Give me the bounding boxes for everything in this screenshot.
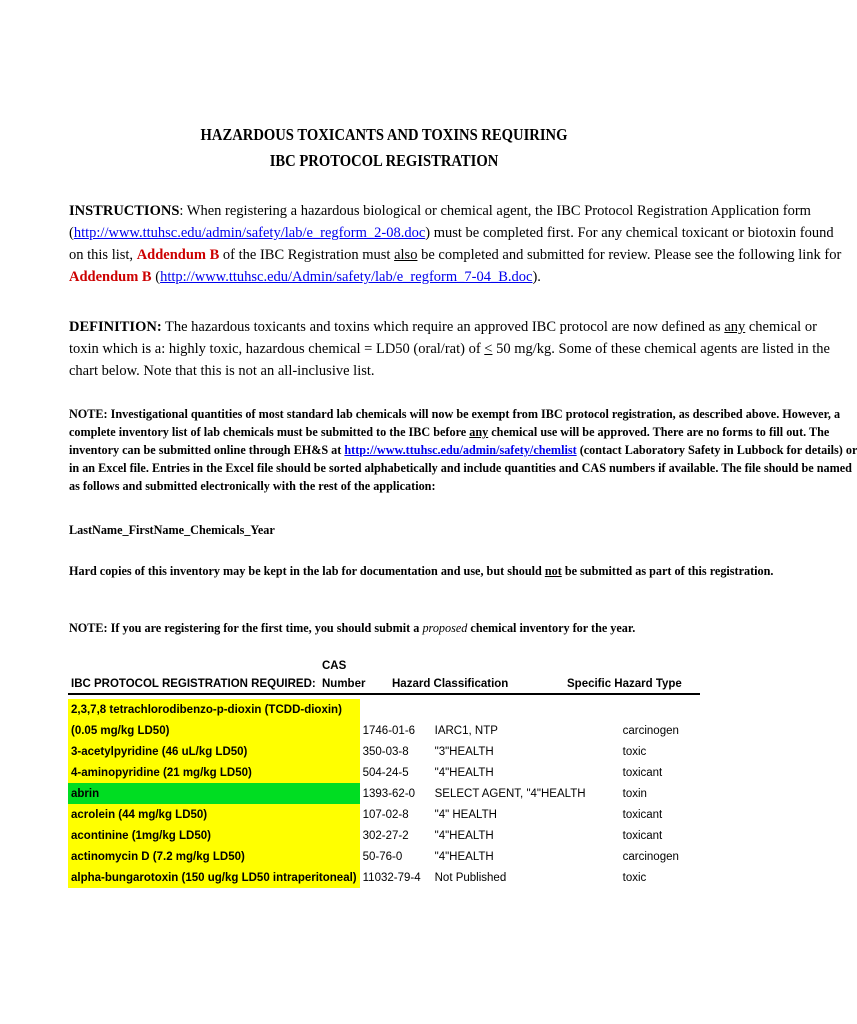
definition-label: DEFINITION: <box>69 319 162 335</box>
table-row <box>68 825 756 846</box>
chemlist-link[interactable]: http://www.ttuhsc.edu/admin/safety/chemlist <box>344 443 577 457</box>
instructions-line-2: (http://www.ttuhsc.edu/admin/safety/lab/e_regform_2-08.doc) must be completed first. For any chemical toxicant or biotoxin found <box>69 225 834 241</box>
header-number: Number <box>322 678 366 690</box>
hazard-classification: Not Published <box>434 871 507 884</box>
header-registration-required: IBC PROTOCOL REGISTRATION REQUIRED: <box>71 678 316 690</box>
cas-number: 350-03-8 <box>362 745 409 758</box>
specific-hazard-type: toxic <box>622 871 647 884</box>
instructions-line-1: INSTRUCTIONS: When registering a hazardous biological or chemical agent, the IBC Protocol Registration Application form <box>69 203 811 219</box>
cas-number: 1746-01-6 <box>362 724 416 737</box>
chemical-name: alpha-bungarotoxin (150 ug/kg LD50 intraperitoneal) <box>68 867 360 888</box>
table-row <box>68 804 756 825</box>
note1-line-2: complete inventory list of lab chemicals must be submitted to the IBC before any chemical use will be approved. There are no forms to fill out. The <box>69 425 830 439</box>
specific-hazard-type: toxicant <box>622 766 663 779</box>
cas-number: 1393-62-0 <box>362 787 416 800</box>
title-line-1: HAZARDOUS TOXICANTS AND TOXINS REQUIRING <box>200 125 568 144</box>
filename-format: LastName_FirstName_Chemicals_Year <box>69 523 275 537</box>
chemical-name: 4-aminopyridine (21 mg/kg LD50) <box>68 762 360 783</box>
note1-line-3: inventory can be submitted online through EH&S at http://www.ttuhsc.edu/admin/safety/chemlist (contact Laboratory Safety in Lubbock for details) or <box>69 443 857 457</box>
note2: NOTE: If you are registering for the first time, you should submit a proposed chemical inventory for the year. <box>69 621 636 635</box>
header-cas: CAS <box>322 660 347 672</box>
hazard-classification: "4" HEALTH <box>434 808 497 821</box>
hazard-classification: SELECT AGENT, "4"HEALTH <box>434 787 586 800</box>
specific-hazard-type: carcinogen <box>622 724 679 737</box>
table-row <box>68 783 756 804</box>
addendum-b-link[interactable]: http://www.ttuhsc.edu/Admin/safety/lab/e_regform_7-04_B.doc <box>160 269 533 285</box>
addendum-b-label-2: Addendum B <box>69 269 152 285</box>
definition-line-2: toxin which is a: highly toxic, hazardous chemical = LD50 (oral/rat) of < 50 mg/kg. Some of these chemical agents are listed in the <box>69 341 830 357</box>
note1-line-4: in an Excel file. Entries in the Excel file should be sorted alphabetically and include quantities and CAS numbers if available. The file should be named <box>69 461 852 475</box>
cas-number: 50-76-0 <box>362 850 403 863</box>
hazard-classification <box>432 699 620 720</box>
instructions-line-3: on this list, Addendum B of the IBC Registration must also be completed and submitted for review. Please see the following link for <box>69 247 842 263</box>
specific-hazard-type <box>620 699 756 720</box>
chemical-name: acrolein (44 mg/kg LD50) <box>68 804 360 825</box>
addendum-b-label: Addendum B <box>136 247 220 263</box>
specific-hazard-type: toxic <box>622 745 647 758</box>
chemicals-table <box>68 699 756 888</box>
definition-line-3: chart below. Note that this is not an all-inclusive list. <box>69 363 375 379</box>
hazard-classification: "4"HEALTH <box>434 850 494 863</box>
table-row <box>68 741 756 762</box>
table-row <box>68 867 756 888</box>
table-row <box>68 699 756 720</box>
header-specific-hazard-type: Specific Hazard Type <box>567 678 682 690</box>
chemical-name: 2,3,7,8 tetrachlorodibenzo-p-dioxin (TCDD-dioxin) <box>68 699 360 720</box>
hazard-classification: "4"HEALTH <box>434 766 494 779</box>
chemical-name: 3-acetylpyridine (46 uL/kg LD50) <box>68 741 360 762</box>
cas-number: 107-02-8 <box>362 808 409 821</box>
table-row <box>68 762 756 783</box>
table-row <box>68 720 756 741</box>
cas-number <box>360 699 432 720</box>
chemical-name: actinomycin D (7.2 mg/kg LD50) <box>68 846 360 867</box>
definition-line-1: DEFINITION: The hazardous toxicants and toxins which require an approved IBC protocol are now defined as any chemical or <box>69 319 817 335</box>
cas-number: 504-24-5 <box>362 766 409 779</box>
hazard-classification: IARC1, NTP <box>434 724 498 737</box>
table-row <box>68 846 756 867</box>
instructions-line-4: Addendum B (http://www.ttuhsc.edu/Admin/safety/lab/e_regform_7-04_B.doc). <box>69 269 541 285</box>
regform-link[interactable]: http://www.ttuhsc.edu/admin/safety/lab/e_regform_2-08.doc <box>73 225 426 241</box>
cas-number: 302-27-2 <box>362 829 409 842</box>
chemical-name: acontinine (1mg/kg LD50) <box>68 825 360 846</box>
header-hazard-classification: Hazard Classification <box>392 678 509 690</box>
specific-hazard-type: toxicant <box>622 808 663 821</box>
specific-hazard-type: carcinogen <box>622 850 679 863</box>
instructions-label: INSTRUCTIONS <box>69 203 180 219</box>
header-divider <box>68 693 700 695</box>
specific-hazard-type: toxicant <box>622 829 663 842</box>
chemical-name: abrin <box>68 783 360 804</box>
title-line-2: IBC PROTOCOL REGISTRATION <box>269 151 499 170</box>
hazard-classification: "4"HEALTH <box>434 829 494 842</box>
note1-line-5: as follows and submitted electronically with the rest of the application: <box>69 479 436 493</box>
note1-line-1: NOTE: Investigational quantities of most standard lab chemicals will now be exempt from IBC protocol registration, as described above. However, a <box>69 407 841 421</box>
hazard-classification: "3"HEALTH <box>434 745 494 758</box>
chemical-name: (0.05 mg/kg LD50) <box>68 720 360 741</box>
hardcopy-note: Hard copies of this inventory may be kept in the lab for documentation and use, but should not be submitted as part of this registration. <box>69 564 774 578</box>
cas-number: 11032-79-4 <box>362 871 421 884</box>
specific-hazard-type: toxin <box>622 787 647 800</box>
